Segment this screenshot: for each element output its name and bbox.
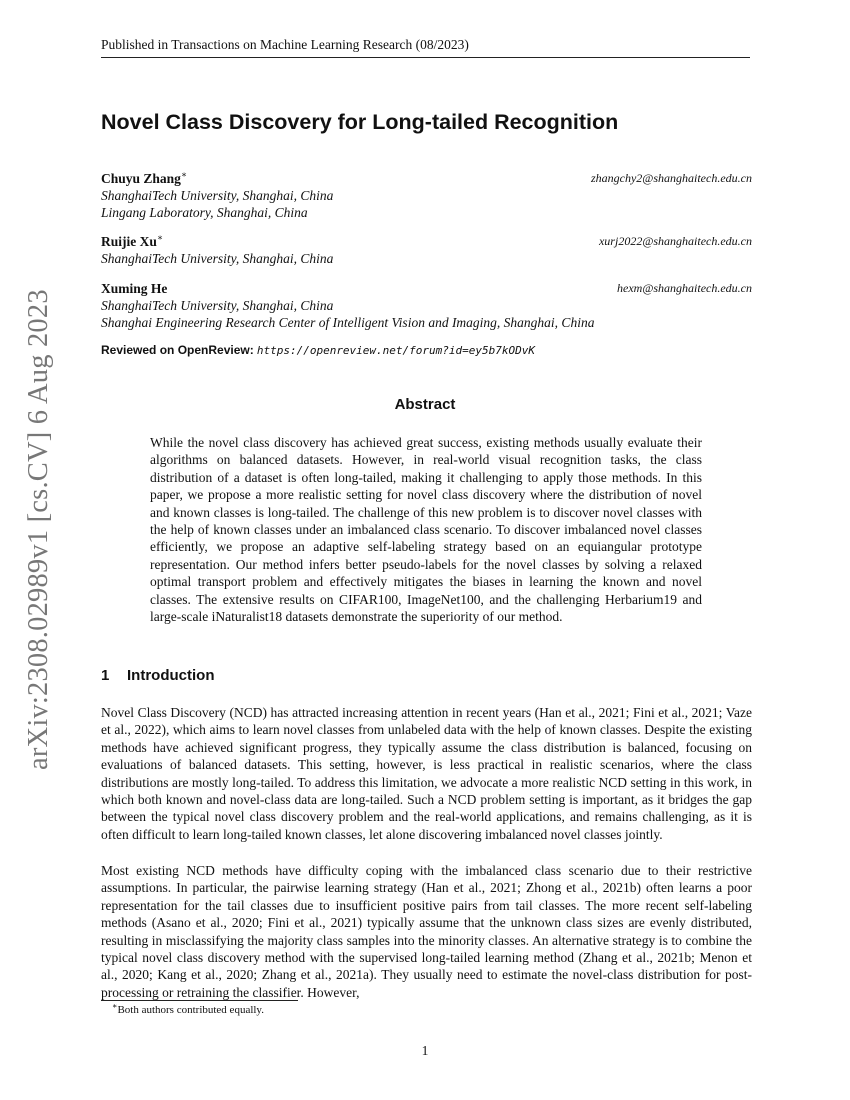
body-paragraph: Novel Class Discovery (NCD) has attracted increasing attention in recent years (Han et al., 2021; Fini et al., 2021; Vaze et al., 2022), which aims to learn novel classes from unlabeled data with the help of known classes. Despite the existing methods have achieved significant progress, they typically assume the class distribution is balanced, focusing on evaluations of balanced datasets. This setting, however, is less practical in realistic scenarios, where the class distributions are mostly long-tailed. To address this limitation, we advocate a more realistic NCD setting in this work, in which both known and novel-class data are long-tailed. Such a NCD problem setting is important, as it bridges the gap between the typical novel class discovery problem and the real-world applications, and remains challenging, as it is often difficult to learn long-tailed known classes, let alone discovering imbalanced novel classes jointly. xyxy=(101,705,752,842)
author-email[interactable]: xurj2022@shanghaitech.edu.cn xyxy=(598,234,752,248)
arxiv-stamp: arXiv:2308.02989v1 [cs.CV] 6 Aug 2023 xyxy=(23,289,54,770)
abstract-text: While the novel class discovery has achieved great success, existing methods usually evaluate their algorithms on balanced datasets. However, in real-world visual recognition tasks, the class distribution of a dataset is often long-tailed, making it challenging to apply those methods. In this paper, we propose a more realistic setting for novel class discovery where the distribution of novel and known classes is long-tailed. The challenge of this new problem is to discover novel classes with the help of known classes under an imbalanced class scenario. To discover imbalanced novel classes efficiently, we propose an adaptive self-labeling strategy based on an equiangular prototype representation. Our method infers better pseudo-labels for the novel classes by solving a relaxed optimal transport problem and effectively mitigates the biases in learning the known and novel classes. The extensive results on CIFAR100, ImageNet100, and the challenging Herbarium19 and large-scale iNaturalist18 datasets demonstrate the superiority of our method. xyxy=(150,435,702,625)
running-header: Published in Transactions on Machine Learning Research (08/2023) xyxy=(101,37,750,58)
footnote-mark: ∗ xyxy=(112,1001,118,1011)
section-title: Introduction xyxy=(127,667,215,684)
review-label: Reviewed on OpenReview: xyxy=(101,343,254,357)
author-email[interactable]: hexm@shanghaitech.edu.cn xyxy=(617,281,752,295)
paper-title: Novel Class Discovery for Long-tailed Recognition xyxy=(101,110,619,134)
review-line xyxy=(101,343,535,358)
author-block xyxy=(101,170,752,221)
abstract-heading: Abstract xyxy=(394,396,456,413)
author-affiliation: ShanghaiTech University, Shanghai, China xyxy=(101,298,334,313)
author-name: Chuyu Zhang xyxy=(101,171,181,186)
footnote-text: Both authors contributed equally. xyxy=(117,1004,264,1016)
body-paragraph: Most existing NCD methods have difficulty coping with the imbalanced class scenario due to their restrictive assumptions. In particular, the pairwise learning strategy (Han et al., 2021; Zhong et al., 2021b) often learns a poor representation for the tail classes due to insufficient positive pairs from tail classes. The more recent self-labeling methods (Asano et al., 2020; Fini et al., 2021) typically assume that the unknown class sizes are evenly distributed, resulting in misclassifying the majority class samples into the minority classes. An alternative strategy is to combine the typical novel class discovery method with the supervised long-tailed learning method (Zhang et al., 2021b; Menon et al., 2020; Kang et al., 2020; Zhang et al., 2021a). They usually need to estimate the novel-class distribution for post-processing or retraining the classifier. However, xyxy=(101,863,752,1000)
section-number: 1 xyxy=(101,667,110,684)
author-email[interactable]: zhangchy2@shanghaitech.edu.cn xyxy=(590,171,752,185)
author-affiliation: ShanghaiTech University, Shanghai, China xyxy=(101,188,334,203)
author-affiliation: Shanghai Engineering Research Center of Intelligent Vision and Imaging, Shanghai, China xyxy=(101,315,595,330)
author-mark: ∗ xyxy=(180,169,188,180)
review-link[interactable]: https://openreview.net/forum?id=ey5b7kODvK xyxy=(256,344,535,357)
author-affiliation: ShanghaiTech University, Shanghai, China xyxy=(101,251,334,266)
footnote-rule xyxy=(101,1000,298,1001)
author-name: Ruijie Xu xyxy=(101,234,157,249)
author-block xyxy=(101,233,752,267)
author-affiliation: Lingang Laboratory, Shanghai, China xyxy=(101,205,308,220)
footnote xyxy=(112,1001,264,1016)
author-mark: ∗ xyxy=(156,232,164,243)
author-block xyxy=(101,280,752,331)
page-number: 1 xyxy=(421,1043,429,1058)
author-name: Xuming He xyxy=(101,281,168,296)
section-heading xyxy=(101,667,214,684)
